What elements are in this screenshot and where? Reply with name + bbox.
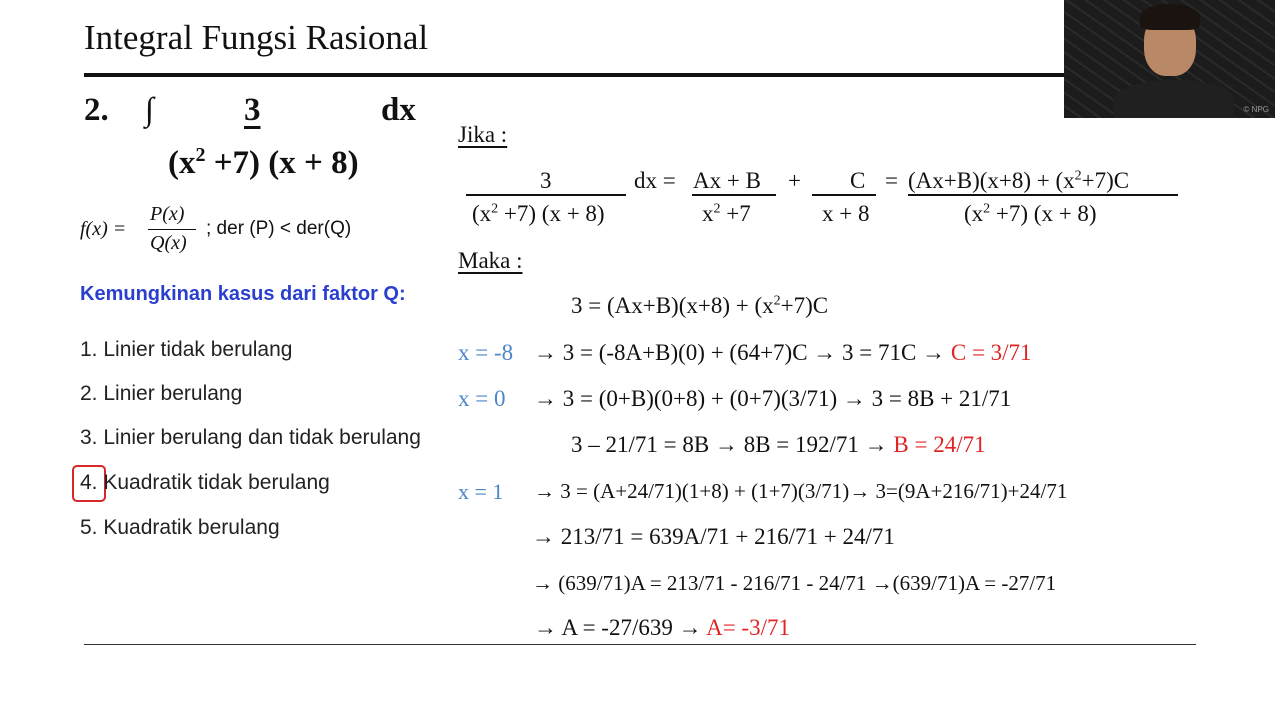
maka-line-2: → 3 = (-8A+B)(0) + (64+7)C → 3 = 71C → C = 3/71 bbox=[534, 340, 1032, 365]
problem-dx: dx bbox=[381, 92, 416, 128]
webcam-watermark: © NPG bbox=[1243, 105, 1269, 114]
case-item: 3. Linier berulang dan tidak berulang bbox=[80, 426, 421, 449]
jika-frac1-bar bbox=[466, 194, 626, 196]
page-title: Integral Fungsi Rasional bbox=[84, 18, 429, 57]
problem-number: 2. bbox=[84, 92, 109, 128]
maka-line-5: → 3 = (A+24/71)(1+8) + (1+7)(3/71)→ 3=(9A+216/71)+24/71 bbox=[534, 479, 1068, 503]
jika-dx-equals: dx = bbox=[634, 168, 676, 193]
integral-sign: ∫ bbox=[145, 92, 155, 128]
result-b: B = 24/71 bbox=[893, 432, 986, 457]
x-0-label: x = 0 bbox=[458, 386, 506, 411]
title-divider bbox=[84, 73, 1064, 77]
case-item: 1. Linier tidak berulang bbox=[80, 338, 293, 361]
x-neg8-label: x = -8 bbox=[458, 340, 514, 365]
x-1-label: x = 1 bbox=[458, 479, 504, 504]
result-c: C = 3/71 bbox=[950, 340, 1032, 365]
maka-line-1: $3 = (Ax+B)(x+8) + (x^2+7)C$ bbox=[571, 293, 829, 318]
jika-frac4-denominator: $(x^2 +7) (x + 8)$ bbox=[964, 201, 1097, 226]
case-item: 2. Linier berulang bbox=[80, 382, 243, 405]
presenter-body bbox=[1114, 80, 1234, 118]
jika-frac2-denominator: $x^2 +7$ bbox=[702, 201, 751, 226]
jika-frac2-numerator: Ax + B bbox=[693, 168, 761, 193]
case-item: 5. Kuadratik berulang bbox=[80, 516, 280, 539]
case-item-highlighted: 4. Kuadratik tidak berulang bbox=[80, 471, 330, 494]
maka-line-8: → A = -27/639 → A= -3/71 bbox=[534, 615, 790, 640]
maka-label: Maka : bbox=[458, 248, 523, 273]
maka-line-7: → (639/71)A = 213/71 - 216/71 - 24/71 →(639/71)A = -27/71 bbox=[532, 571, 1057, 595]
maka-line-4: 3 – 21/71 = 8B → 8B = 192/71 → B = 24/71 bbox=[571, 432, 986, 457]
jika-frac4-numerator: $(Ax+B)(x+8) + (x^2+7)C$ bbox=[908, 168, 1130, 193]
maka-line-3: → 3 = (0+B)(0+8) + (0+7)(3/71) → 3 = 8B + 21/71 bbox=[534, 386, 1012, 411]
jika-frac1-denominator: $(x^2 +7) (x + 8)$ bbox=[472, 201, 605, 226]
jika-equals: = bbox=[885, 168, 898, 193]
webcam-overlay bbox=[1064, 0, 1275, 118]
jika-frac3-bar bbox=[812, 194, 876, 196]
cases-heading: Kemungkinan kasus dari faktor Q: bbox=[80, 283, 406, 305]
result-a: A= -3/71 bbox=[706, 615, 790, 640]
jika-frac1-numerator: 3 bbox=[540, 168, 552, 193]
jika-frac4-bar bbox=[908, 194, 1178, 196]
definition-lhs: f(x) = bbox=[80, 218, 127, 240]
problem-denominator: $(x^2 +7) (x + 8)$ bbox=[168, 144, 359, 181]
presenter-hair bbox=[1140, 4, 1200, 30]
jika-plus: + bbox=[788, 168, 801, 193]
maka-line-6: → 213/71 = 639A/71 + 216/71 + 24/71 bbox=[532, 524, 895, 549]
jika-frac2-bar bbox=[692, 194, 776, 196]
jika-frac3-numerator: C bbox=[850, 168, 866, 193]
definition-fraction-bar bbox=[148, 229, 196, 230]
definition-numerator: P(x) bbox=[150, 203, 185, 225]
problem-numerator: 3 bbox=[244, 92, 261, 128]
bottom-divider bbox=[84, 644, 1196, 645]
definition-denominator: Q(x) bbox=[150, 232, 187, 254]
jika-frac3-denominator: x + 8 bbox=[822, 201, 870, 226]
jika-label: Jika : bbox=[458, 122, 508, 147]
definition-condition: ; der (P) < der(Q) bbox=[206, 218, 352, 239]
